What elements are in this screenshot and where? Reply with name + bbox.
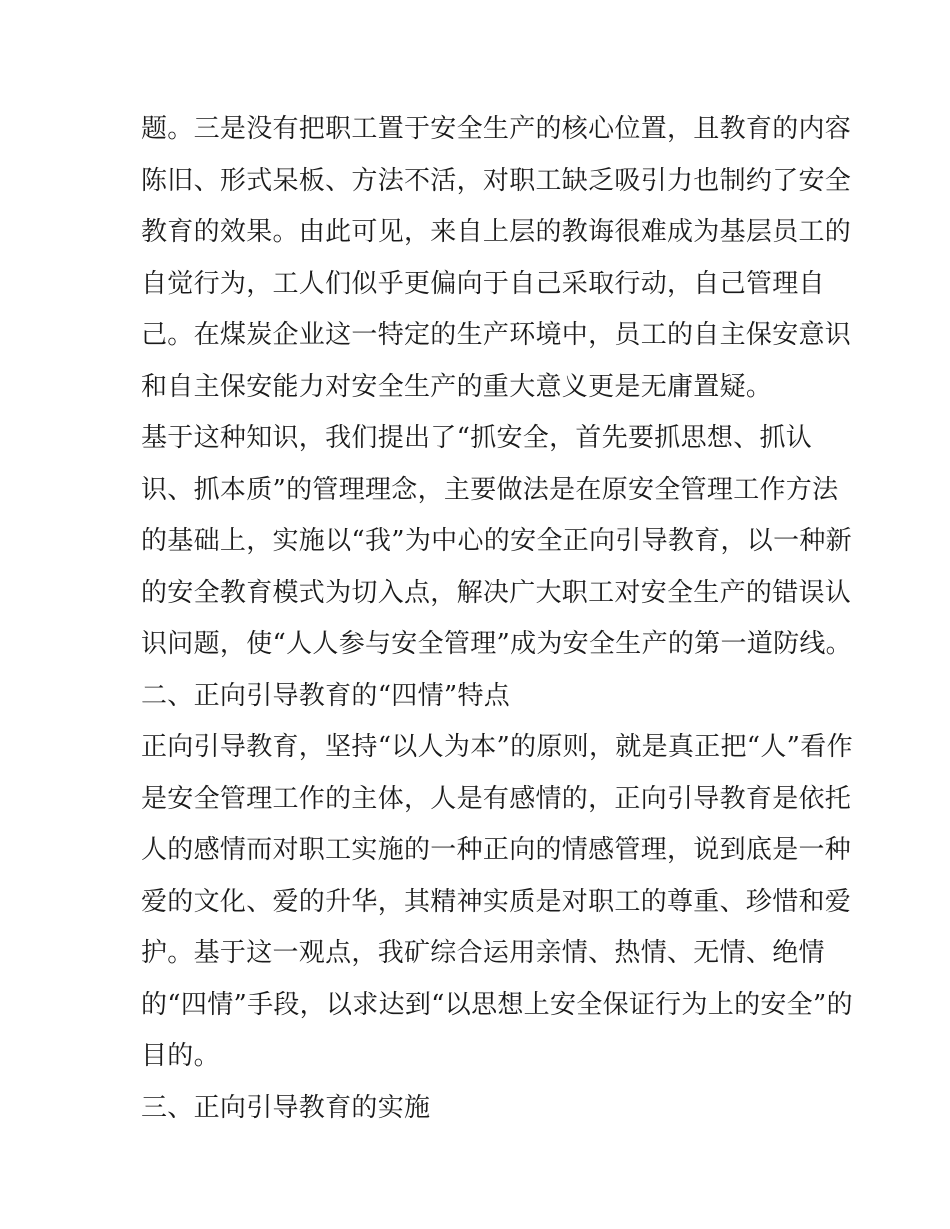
paragraph-line: 题。三是没有把职工置于安全生产的核心位置，且教育的内容 xyxy=(141,114,852,144)
paragraph-line: 基于这种知识，我们提出了“抓安全，首先要抓思想、抓认 xyxy=(141,423,813,453)
paragraph-line: 陈旧、形式呆板、方法不活，对职工缺乏吸引力也制约了安全 xyxy=(141,165,852,196)
paragraph-line: 识、抓本质”的管理理念，主要做法是在原安全管理工作方法 xyxy=(141,474,839,505)
section-heading: 三、正向引导教育的实施 xyxy=(141,1092,431,1123)
paragraph-line: 的安全教育模式为切入点，解决广大职工对安全生产的错误认 xyxy=(141,577,852,608)
paragraph-line: 教育的效果。由此可见，来自上层的教诲很难成为基层员工的 xyxy=(141,217,852,247)
paragraph-line: 识问题，使“人人参与安全管理”成为安全生产的第一道防线。 xyxy=(141,629,852,659)
paragraph-line: 是安全管理工作的主体，人是有感情的，正向引导教育是依托 xyxy=(141,783,852,814)
paragraph-line: 己。在煤炭企业这一特定的生产环境中，员工的自主保安意识 xyxy=(141,320,852,350)
paragraph-line: 和自主保安能力对安全生产的重大意义更是无庸置疑。 xyxy=(141,371,773,402)
paragraph-line: 正向引导教育，坚持“以人为本”的原则，就是真正把“人”看作 xyxy=(141,732,853,762)
paragraph-line: 的“四情”手段，以求达到“以思想上安全保证行为上的安全”的 xyxy=(141,989,853,1020)
paragraph-line: 的基础上，实施以“我”为中心的安全正向引导教育，以一种新 xyxy=(141,526,852,556)
paragraph-line: 自觉行为，工人们似乎更偏向于自己采取行动，自己管理自 xyxy=(141,268,825,299)
paragraph-line: 目的。 xyxy=(141,1041,220,1071)
paragraph-line: 人的感情而对职工实施的一种正向的情感管理，说到底是一种 xyxy=(141,835,852,865)
paragraph-line: 护。基于这一观点，我矿综合运用亲情、热情、无情、绝情 xyxy=(141,938,825,968)
document-body xyxy=(141,104,853,1134)
paragraph-line: 爱的文化、爱的升华，其精神实质是对职工的尊重、珍惜和爱 xyxy=(141,886,852,917)
section-heading: 二、正向引导教育的“四情”特点 xyxy=(141,680,511,711)
